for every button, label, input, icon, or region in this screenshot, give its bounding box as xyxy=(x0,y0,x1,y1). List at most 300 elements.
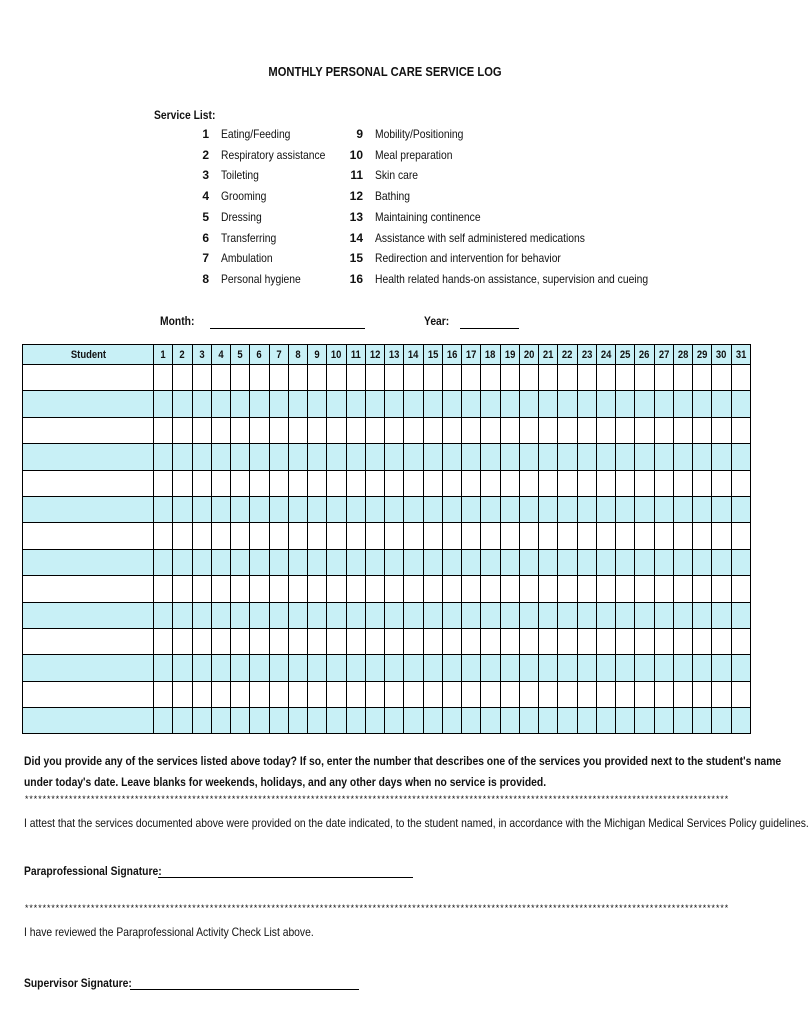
service-entry-cell[interactable] xyxy=(539,444,558,470)
service-entry-cell[interactable] xyxy=(154,391,173,417)
service-entry-cell[interactable] xyxy=(288,708,307,734)
service-entry-cell[interactable] xyxy=(635,391,654,417)
service-entry-cell[interactable] xyxy=(173,523,192,549)
service-entry-cell[interactable] xyxy=(539,523,558,549)
service-entry-cell[interactable] xyxy=(635,417,654,443)
service-entry-cell[interactable] xyxy=(442,549,461,575)
service-entry-cell[interactable] xyxy=(404,391,423,417)
service-entry-cell[interactable] xyxy=(462,444,481,470)
service-entry-cell[interactable] xyxy=(192,708,211,734)
service-entry-cell[interactable] xyxy=(596,681,615,707)
service-entry-cell[interactable] xyxy=(673,470,692,496)
service-entry-cell[interactable] xyxy=(385,549,404,575)
service-entry-cell[interactable] xyxy=(423,549,442,575)
service-entry-cell[interactable] xyxy=(616,365,635,391)
service-entry-cell[interactable] xyxy=(385,444,404,470)
service-entry-cell[interactable] xyxy=(519,523,538,549)
service-entry-cell[interactable] xyxy=(654,681,673,707)
service-entry-cell[interactable] xyxy=(192,417,211,443)
service-entry-cell[interactable] xyxy=(327,496,346,522)
service-entry-cell[interactable] xyxy=(250,708,269,734)
service-entry-cell[interactable] xyxy=(404,444,423,470)
service-entry-cell[interactable] xyxy=(731,655,750,681)
service-entry-cell[interactable] xyxy=(731,417,750,443)
service-entry-cell[interactable] xyxy=(481,523,500,549)
service-entry-cell[interactable] xyxy=(365,549,384,575)
service-entry-cell[interactable] xyxy=(539,576,558,602)
service-entry-cell[interactable] xyxy=(539,681,558,707)
service-entry-cell[interactable] xyxy=(462,523,481,549)
service-entry-cell[interactable] xyxy=(616,523,635,549)
service-entry-cell[interactable] xyxy=(519,681,538,707)
service-entry-cell[interactable] xyxy=(231,417,250,443)
service-entry-cell[interactable] xyxy=(616,602,635,628)
service-entry-cell[interactable] xyxy=(577,602,596,628)
service-entry-cell[interactable] xyxy=(693,655,712,681)
service-entry-cell[interactable] xyxy=(365,628,384,654)
service-entry-cell[interactable] xyxy=(712,681,731,707)
service-entry-cell[interactable] xyxy=(211,681,230,707)
service-entry-cell[interactable] xyxy=(673,681,692,707)
service-entry-cell[interactable] xyxy=(173,708,192,734)
service-entry-cell[interactable] xyxy=(616,391,635,417)
service-entry-cell[interactable] xyxy=(404,602,423,628)
service-entry-cell[interactable] xyxy=(519,417,538,443)
service-entry-cell[interactable] xyxy=(250,470,269,496)
service-entry-cell[interactable] xyxy=(308,523,327,549)
service-entry-cell[interactable] xyxy=(308,681,327,707)
service-entry-cell[interactable] xyxy=(423,628,442,654)
service-entry-cell[interactable] xyxy=(269,523,288,549)
service-entry-cell[interactable] xyxy=(288,655,307,681)
service-entry-cell[interactable] xyxy=(558,496,577,522)
service-entry-cell[interactable] xyxy=(346,576,365,602)
service-entry-cell[interactable] xyxy=(712,708,731,734)
service-entry-cell[interactable] xyxy=(596,708,615,734)
service-entry-cell[interactable] xyxy=(673,417,692,443)
service-entry-cell[interactable] xyxy=(673,549,692,575)
service-entry-cell[interactable] xyxy=(558,549,577,575)
service-entry-cell[interactable] xyxy=(519,576,538,602)
service-entry-cell[interactable] xyxy=(500,628,519,654)
service-entry-cell[interactable] xyxy=(192,655,211,681)
service-entry-cell[interactable] xyxy=(731,708,750,734)
service-entry-cell[interactable] xyxy=(712,576,731,602)
service-entry-cell[interactable] xyxy=(327,602,346,628)
service-entry-cell[interactable] xyxy=(500,417,519,443)
service-entry-cell[interactable] xyxy=(596,391,615,417)
month-field[interactable] xyxy=(210,328,365,329)
service-entry-cell[interactable] xyxy=(654,523,673,549)
service-entry-cell[interactable] xyxy=(693,444,712,470)
service-entry-cell[interactable] xyxy=(365,470,384,496)
service-entry-cell[interactable] xyxy=(385,496,404,522)
service-entry-cell[interactable] xyxy=(673,523,692,549)
service-entry-cell[interactable] xyxy=(596,444,615,470)
service-entry-cell[interactable] xyxy=(173,496,192,522)
service-entry-cell[interactable] xyxy=(693,549,712,575)
service-entry-cell[interactable] xyxy=(231,708,250,734)
service-entry-cell[interactable] xyxy=(654,655,673,681)
service-entry-cell[interactable] xyxy=(269,444,288,470)
service-entry-cell[interactable] xyxy=(423,391,442,417)
service-entry-cell[interactable] xyxy=(250,496,269,522)
service-entry-cell[interactable] xyxy=(192,496,211,522)
service-entry-cell[interactable] xyxy=(539,655,558,681)
service-entry-cell[interactable] xyxy=(173,576,192,602)
service-entry-cell[interactable] xyxy=(192,576,211,602)
service-entry-cell[interactable] xyxy=(231,470,250,496)
service-entry-cell[interactable] xyxy=(327,655,346,681)
service-entry-cell[interactable] xyxy=(154,628,173,654)
service-entry-cell[interactable] xyxy=(404,417,423,443)
service-entry-cell[interactable] xyxy=(442,523,461,549)
service-entry-cell[interactable] xyxy=(539,496,558,522)
service-entry-cell[interactable] xyxy=(404,628,423,654)
service-entry-cell[interactable] xyxy=(712,655,731,681)
service-entry-cell[interactable] xyxy=(269,417,288,443)
service-entry-cell[interactable] xyxy=(616,549,635,575)
service-entry-cell[interactable] xyxy=(731,365,750,391)
service-entry-cell[interactable] xyxy=(385,523,404,549)
service-entry-cell[interactable] xyxy=(154,708,173,734)
service-entry-cell[interactable] xyxy=(211,523,230,549)
service-entry-cell[interactable] xyxy=(308,470,327,496)
service-entry-cell[interactable] xyxy=(616,496,635,522)
service-entry-cell[interactable] xyxy=(731,549,750,575)
service-entry-cell[interactable] xyxy=(462,417,481,443)
service-entry-cell[interactable] xyxy=(635,628,654,654)
service-entry-cell[interactable] xyxy=(519,655,538,681)
service-entry-cell[interactable] xyxy=(211,391,230,417)
service-entry-cell[interactable] xyxy=(596,365,615,391)
service-entry-cell[interactable] xyxy=(288,576,307,602)
service-entry-cell[interactable] xyxy=(519,444,538,470)
student-name-cell[interactable] xyxy=(23,444,154,470)
service-entry-cell[interactable] xyxy=(231,444,250,470)
service-entry-cell[interactable] xyxy=(654,444,673,470)
service-entry-cell[interactable] xyxy=(558,602,577,628)
service-entry-cell[interactable] xyxy=(500,470,519,496)
service-entry-cell[interactable] xyxy=(635,444,654,470)
service-entry-cell[interactable] xyxy=(308,391,327,417)
service-entry-cell[interactable] xyxy=(269,365,288,391)
service-entry-cell[interactable] xyxy=(442,496,461,522)
service-entry-cell[interactable] xyxy=(577,417,596,443)
service-entry-cell[interactable] xyxy=(596,470,615,496)
service-entry-cell[interactable] xyxy=(288,444,307,470)
service-entry-cell[interactable] xyxy=(654,628,673,654)
student-name-cell[interactable] xyxy=(23,549,154,575)
service-entry-cell[interactable] xyxy=(731,602,750,628)
service-entry-cell[interactable] xyxy=(596,655,615,681)
student-name-cell[interactable] xyxy=(23,655,154,681)
service-entry-cell[interactable] xyxy=(173,417,192,443)
service-entry-cell[interactable] xyxy=(500,496,519,522)
service-entry-cell[interactable] xyxy=(442,417,461,443)
service-entry-cell[interactable] xyxy=(346,628,365,654)
service-entry-cell[interactable] xyxy=(635,655,654,681)
service-entry-cell[interactable] xyxy=(654,549,673,575)
service-entry-cell[interactable] xyxy=(500,391,519,417)
service-entry-cell[interactable] xyxy=(500,708,519,734)
service-entry-cell[interactable] xyxy=(288,681,307,707)
service-entry-cell[interactable] xyxy=(616,576,635,602)
service-entry-cell[interactable] xyxy=(404,549,423,575)
service-entry-cell[interactable] xyxy=(635,365,654,391)
service-entry-cell[interactable] xyxy=(635,549,654,575)
service-entry-cell[interactable] xyxy=(269,602,288,628)
student-name-cell[interactable] xyxy=(23,628,154,654)
service-entry-cell[interactable] xyxy=(385,681,404,707)
service-entry-cell[interactable] xyxy=(192,549,211,575)
service-entry-cell[interactable] xyxy=(558,576,577,602)
service-entry-cell[interactable] xyxy=(192,470,211,496)
service-entry-cell[interactable] xyxy=(596,602,615,628)
service-entry-cell[interactable] xyxy=(211,708,230,734)
service-entry-cell[interactable] xyxy=(635,496,654,522)
service-entry-cell[interactable] xyxy=(173,602,192,628)
student-name-cell[interactable] xyxy=(23,523,154,549)
service-entry-cell[interactable] xyxy=(519,602,538,628)
service-entry-cell[interactable] xyxy=(365,365,384,391)
student-name-cell[interactable] xyxy=(23,708,154,734)
service-entry-cell[interactable] xyxy=(154,523,173,549)
service-entry-cell[interactable] xyxy=(693,628,712,654)
service-entry-cell[interactable] xyxy=(423,576,442,602)
service-entry-cell[interactable] xyxy=(250,655,269,681)
service-entry-cell[interactable] xyxy=(308,602,327,628)
service-entry-cell[interactable] xyxy=(327,417,346,443)
service-entry-cell[interactable] xyxy=(539,365,558,391)
service-entry-cell[interactable] xyxy=(423,470,442,496)
service-entry-cell[interactable] xyxy=(173,655,192,681)
service-entry-cell[interactable] xyxy=(558,681,577,707)
service-entry-cell[interactable] xyxy=(635,576,654,602)
service-entry-cell[interactable] xyxy=(288,417,307,443)
service-entry-cell[interactable] xyxy=(231,681,250,707)
service-entry-cell[interactable] xyxy=(654,576,673,602)
service-entry-cell[interactable] xyxy=(173,391,192,417)
service-entry-cell[interactable] xyxy=(154,444,173,470)
service-entry-cell[interactable] xyxy=(635,602,654,628)
service-entry-cell[interactable] xyxy=(635,681,654,707)
service-entry-cell[interactable] xyxy=(423,444,442,470)
service-entry-cell[interactable] xyxy=(693,602,712,628)
service-entry-cell[interactable] xyxy=(519,708,538,734)
service-entry-cell[interactable] xyxy=(308,496,327,522)
service-entry-cell[interactable] xyxy=(308,708,327,734)
service-entry-cell[interactable] xyxy=(269,655,288,681)
service-entry-cell[interactable] xyxy=(346,391,365,417)
service-entry-cell[interactable] xyxy=(308,655,327,681)
service-entry-cell[interactable] xyxy=(616,655,635,681)
service-entry-cell[interactable] xyxy=(423,496,442,522)
service-entry-cell[interactable] xyxy=(250,681,269,707)
service-entry-cell[interactable] xyxy=(308,365,327,391)
service-entry-cell[interactable] xyxy=(731,470,750,496)
service-entry-cell[interactable] xyxy=(385,628,404,654)
service-entry-cell[interactable] xyxy=(481,496,500,522)
service-entry-cell[interactable] xyxy=(346,496,365,522)
service-entry-cell[interactable] xyxy=(462,549,481,575)
service-entry-cell[interactable] xyxy=(404,365,423,391)
service-entry-cell[interactable] xyxy=(365,523,384,549)
service-entry-cell[interactable] xyxy=(365,391,384,417)
service-entry-cell[interactable] xyxy=(654,708,673,734)
service-entry-cell[interactable] xyxy=(712,523,731,549)
service-entry-cell[interactable] xyxy=(596,576,615,602)
service-entry-cell[interactable] xyxy=(577,470,596,496)
service-entry-cell[interactable] xyxy=(442,602,461,628)
service-entry-cell[interactable] xyxy=(385,576,404,602)
service-entry-cell[interactable] xyxy=(481,628,500,654)
service-entry-cell[interactable] xyxy=(423,655,442,681)
service-entry-cell[interactable] xyxy=(712,549,731,575)
service-entry-cell[interactable] xyxy=(539,417,558,443)
service-entry-cell[interactable] xyxy=(481,602,500,628)
service-entry-cell[interactable] xyxy=(712,444,731,470)
service-entry-cell[interactable] xyxy=(404,523,423,549)
service-entry-cell[interactable] xyxy=(577,365,596,391)
service-entry-cell[interactable] xyxy=(154,602,173,628)
service-entry-cell[interactable] xyxy=(596,496,615,522)
service-entry-cell[interactable] xyxy=(346,470,365,496)
year-field[interactable] xyxy=(460,328,519,329)
service-entry-cell[interactable] xyxy=(346,549,365,575)
service-entry-cell[interactable] xyxy=(423,602,442,628)
service-entry-cell[interactable] xyxy=(500,681,519,707)
service-entry-cell[interactable] xyxy=(154,365,173,391)
service-entry-cell[interactable] xyxy=(596,628,615,654)
service-entry-cell[interactable] xyxy=(269,470,288,496)
service-entry-cell[interactable] xyxy=(231,391,250,417)
service-entry-cell[interactable] xyxy=(577,681,596,707)
service-entry-cell[interactable] xyxy=(577,549,596,575)
service-entry-cell[interactable] xyxy=(423,708,442,734)
service-entry-cell[interactable] xyxy=(693,365,712,391)
service-entry-cell[interactable] xyxy=(173,549,192,575)
service-entry-cell[interactable] xyxy=(577,576,596,602)
service-entry-cell[interactable] xyxy=(327,470,346,496)
service-entry-cell[interactable] xyxy=(365,496,384,522)
service-entry-cell[interactable] xyxy=(481,576,500,602)
service-entry-cell[interactable] xyxy=(577,655,596,681)
service-entry-cell[interactable] xyxy=(308,549,327,575)
service-entry-cell[interactable] xyxy=(327,708,346,734)
service-entry-cell[interactable] xyxy=(693,391,712,417)
service-entry-cell[interactable] xyxy=(519,470,538,496)
service-entry-cell[interactable] xyxy=(481,444,500,470)
service-entry-cell[interactable] xyxy=(731,681,750,707)
service-entry-cell[interactable] xyxy=(558,391,577,417)
service-entry-cell[interactable] xyxy=(404,708,423,734)
service-entry-cell[interactable] xyxy=(154,655,173,681)
service-entry-cell[interactable] xyxy=(654,470,673,496)
service-entry-cell[interactable] xyxy=(539,708,558,734)
service-entry-cell[interactable] xyxy=(519,549,538,575)
student-name-cell[interactable] xyxy=(23,681,154,707)
service-entry-cell[interactable] xyxy=(327,628,346,654)
service-entry-cell[interactable] xyxy=(231,549,250,575)
service-entry-cell[interactable] xyxy=(327,523,346,549)
service-entry-cell[interactable] xyxy=(327,576,346,602)
service-entry-cell[interactable] xyxy=(423,681,442,707)
service-entry-cell[interactable] xyxy=(673,496,692,522)
service-entry-cell[interactable] xyxy=(250,391,269,417)
service-entry-cell[interactable] xyxy=(308,576,327,602)
service-entry-cell[interactable] xyxy=(327,444,346,470)
service-entry-cell[interactable] xyxy=(385,470,404,496)
service-entry-cell[interactable] xyxy=(462,602,481,628)
service-entry-cell[interactable] xyxy=(192,523,211,549)
service-entry-cell[interactable] xyxy=(385,602,404,628)
service-entry-cell[interactable] xyxy=(327,681,346,707)
service-entry-cell[interactable] xyxy=(308,444,327,470)
service-entry-cell[interactable] xyxy=(481,470,500,496)
service-entry-cell[interactable] xyxy=(539,549,558,575)
service-entry-cell[interactable] xyxy=(192,365,211,391)
service-entry-cell[interactable] xyxy=(462,628,481,654)
service-entry-cell[interactable] xyxy=(211,549,230,575)
service-entry-cell[interactable] xyxy=(462,365,481,391)
service-entry-cell[interactable] xyxy=(500,523,519,549)
service-entry-cell[interactable] xyxy=(673,655,692,681)
service-entry-cell[interactable] xyxy=(712,391,731,417)
service-entry-cell[interactable] xyxy=(327,365,346,391)
service-entry-cell[interactable] xyxy=(211,628,230,654)
service-entry-cell[interactable] xyxy=(616,470,635,496)
service-entry-cell[interactable] xyxy=(577,523,596,549)
service-entry-cell[interactable] xyxy=(288,496,307,522)
service-entry-cell[interactable] xyxy=(731,496,750,522)
service-entry-cell[interactable] xyxy=(500,655,519,681)
service-entry-cell[interactable] xyxy=(192,444,211,470)
service-entry-cell[interactable] xyxy=(731,391,750,417)
service-entry-cell[interactable] xyxy=(385,391,404,417)
service-entry-cell[interactable] xyxy=(462,576,481,602)
service-entry-cell[interactable] xyxy=(211,444,230,470)
service-entry-cell[interactable] xyxy=(346,602,365,628)
service-entry-cell[interactable] xyxy=(500,365,519,391)
service-entry-cell[interactable] xyxy=(731,444,750,470)
service-entry-cell[interactable] xyxy=(231,628,250,654)
student-name-cell[interactable] xyxy=(23,417,154,443)
service-entry-cell[interactable] xyxy=(288,391,307,417)
student-name-cell[interactable] xyxy=(23,602,154,628)
service-entry-cell[interactable] xyxy=(231,602,250,628)
service-entry-cell[interactable] xyxy=(269,628,288,654)
student-name-cell[interactable] xyxy=(23,391,154,417)
service-entry-cell[interactable] xyxy=(462,470,481,496)
service-entry-cell[interactable] xyxy=(154,417,173,443)
service-entry-cell[interactable] xyxy=(173,365,192,391)
service-entry-cell[interactable] xyxy=(154,496,173,522)
service-entry-cell[interactable] xyxy=(269,549,288,575)
service-entry-cell[interactable] xyxy=(269,496,288,522)
service-entry-cell[interactable] xyxy=(250,365,269,391)
service-entry-cell[interactable] xyxy=(365,444,384,470)
service-entry-cell[interactable] xyxy=(519,365,538,391)
service-entry-cell[interactable] xyxy=(731,523,750,549)
service-entry-cell[interactable] xyxy=(712,496,731,522)
service-entry-cell[interactable] xyxy=(346,708,365,734)
service-entry-cell[interactable] xyxy=(154,681,173,707)
service-entry-cell[interactable] xyxy=(577,444,596,470)
service-entry-cell[interactable] xyxy=(616,708,635,734)
service-entry-cell[interactable] xyxy=(211,576,230,602)
service-entry-cell[interactable] xyxy=(327,549,346,575)
